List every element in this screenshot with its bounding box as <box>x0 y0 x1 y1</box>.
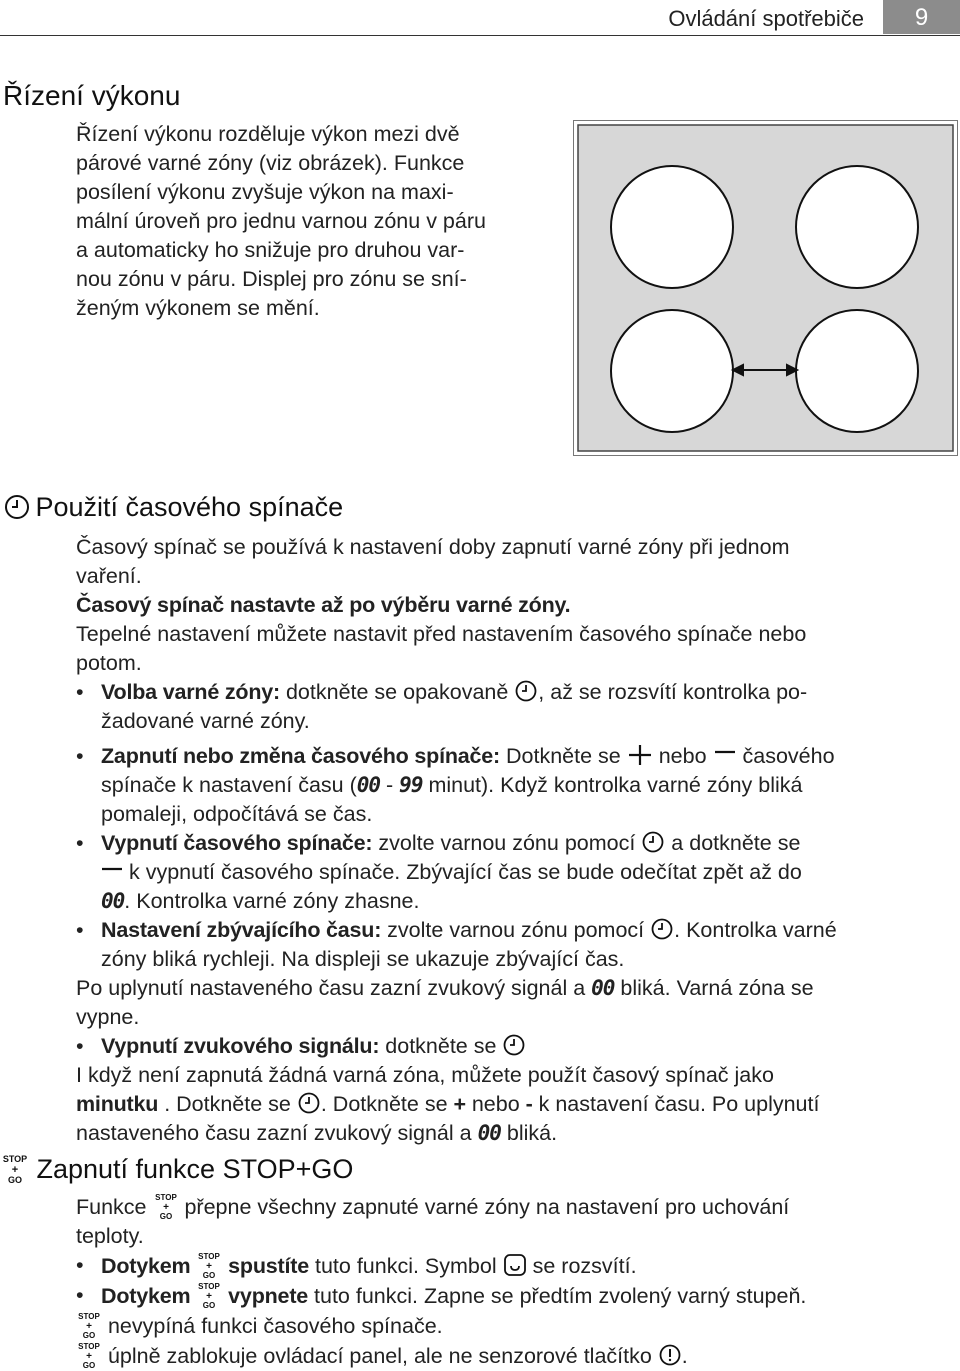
clock-icon <box>3 493 31 521</box>
zone-top-right <box>796 166 918 288</box>
zone-bottom-right <box>796 310 918 432</box>
text: nevypíná funkci časového spínače. <box>102 1314 443 1338</box>
bullet-label: spustíte <box>222 1254 310 1278</box>
header-title: Ovládání spotřebiče <box>668 6 864 31</box>
stop-go-icon <box>76 1311 102 1341</box>
bullet-label: vypnete <box>222 1284 309 1308</box>
clock-icon <box>502 1033 526 1057</box>
text: teploty. <box>76 1224 144 1248</box>
stop-go-icon <box>196 1251 222 1281</box>
text: spínače k nastavení času ( <box>101 773 357 797</box>
timer-intro-line: vaření. <box>76 564 142 588</box>
text: . Dotkněte se <box>320 1092 454 1116</box>
text-line: posílení výkonu zvyšuje výkon na maxi- <box>76 180 454 204</box>
clock-icon <box>650 917 674 941</box>
timer-end-text <box>76 974 960 1032</box>
stopgo-intro <box>76 1192 960 1251</box>
text-line: nou zónu v páru. Displej pro zónu se sní- <box>76 267 467 291</box>
text: Funkce <box>76 1195 147 1219</box>
icon-label: + <box>86 1351 92 1362</box>
stopgo-bullet-start <box>76 1251 960 1281</box>
text: nastaveného času zazní zvukový signál a <box>76 1121 472 1145</box>
text: . Kontrolka varné <box>674 918 837 942</box>
stopgo-bullet-stop <box>76 1281 960 1311</box>
text-line: mální úroveň pro jednu varnou zónu v páru <box>76 209 486 233</box>
timer-content <box>76 533 960 1148</box>
timer-bullet-remaining-time <box>76 916 960 974</box>
icon-label: GO <box>203 1301 216 1310</box>
stopgo-section-heading <box>0 1152 353 1186</box>
text: zvolte varnou zónu pomocí <box>381 918 645 942</box>
section-title-power: Řízení výkonu <box>3 80 181 111</box>
header-divider <box>0 35 960 36</box>
text: se rozsvítí. <box>526 1254 637 1278</box>
stop-go-icon <box>153 1192 179 1222</box>
display-00: 00 <box>101 889 125 913</box>
text: časového <box>742 744 835 768</box>
bullet-label: Nastavení zbývajícího času: <box>101 918 382 942</box>
icon-label: + <box>162 1202 169 1213</box>
text: I když není zapnutá žádná varná zóna, můžete použít časový spínač jako <box>76 1063 774 1087</box>
icon-label: GO <box>82 1361 96 1370</box>
stop-go-icon <box>76 1341 102 1371</box>
text: Dotkněte se <box>500 744 621 768</box>
display-00: 00 <box>477 1121 501 1145</box>
display-00: 00 <box>356 773 381 797</box>
icon-label: + <box>206 1261 213 1272</box>
power-button-icon <box>658 1343 682 1367</box>
icon-label: GO <box>82 1331 96 1340</box>
text: . Kontrolka varné zóny zhasne. <box>124 889 420 913</box>
text: pomaleji, odpočítává se čas. <box>101 802 373 826</box>
icon-label: GO <box>159 1212 172 1221</box>
timer-bullet-turn-off <box>76 829 960 916</box>
timer-note-line: Tepelné nastavení můžete nastavit před nastavením časového spínače nebo <box>76 622 807 646</box>
text: tuto funkci. Symbol <box>309 1254 497 1278</box>
text: dotkněte se opakovaně <box>280 680 509 704</box>
minute-minder-label: minutku <box>76 1092 159 1116</box>
timer-bold-note: Časový spínač nastavte až po výběru varné zóny. <box>76 593 571 617</box>
icon-label: STOP <box>198 1252 221 1261</box>
timer-bullet-sound-off <box>76 1032 960 1061</box>
text: žadované varné zóny. <box>101 709 310 733</box>
stopgo-content <box>76 1192 960 1371</box>
zone-bottom-left <box>611 310 733 432</box>
zone-top-left <box>611 166 733 288</box>
icon-label: GO <box>7 1175 23 1185</box>
icon-label: + <box>86 1321 92 1332</box>
icon-label: STOP <box>78 1312 100 1321</box>
text: k nastavení času. Po uplynutí <box>532 1092 820 1116</box>
bullet-label: Dotykem <box>101 1284 191 1308</box>
stopgo-note-timer <box>76 1311 960 1341</box>
text-line: párové varné zóny (viz obrázek). Funkce <box>76 151 465 175</box>
section-title-stopgo: Zapnutí funkce STOP+GO <box>36 1154 354 1184</box>
timer-note-line: potom. <box>76 651 142 675</box>
icon-label: + <box>206 1291 213 1302</box>
minus-symbol: - <box>525 1092 533 1116</box>
keep-warm-symbol-icon <box>503 1253 527 1277</box>
text-line: ženým výkonem se mění. <box>76 296 320 320</box>
clock-icon <box>297 1091 321 1115</box>
clock-icon <box>641 830 665 854</box>
page-number: 9 <box>883 0 960 34</box>
text: zvolte varnou zónu pomocí <box>372 831 636 855</box>
section-title-timer: Použití časového spínače <box>35 492 344 522</box>
display-99: 99 <box>399 773 423 797</box>
display-00: 00 <box>591 976 615 1000</box>
text: - <box>380 773 400 797</box>
icon-label: GO <box>203 1271 216 1280</box>
icon-label: + <box>11 1164 19 1176</box>
text: přepne všechny zapnuté varné zóny na nastavení pro uchování <box>178 1195 790 1219</box>
text: bliká. Varná zóna se <box>614 976 814 1000</box>
text-line: a automaticky ho snižuje pro druhou var- <box>76 238 465 262</box>
timer-intro-line: Časový spínač se používá k nastavení doby zapnutí varné zóny při jednom <box>76 535 790 559</box>
text: k vypnutí časového spínače. Zbývající čas se bude odečítat zpět až do <box>123 860 802 884</box>
text: vypne. <box>76 1005 140 1029</box>
icon-label: STOP <box>78 1342 100 1351</box>
text: Po uplynutí nastaveného času zazní zvukový signál a <box>76 976 586 1000</box>
timer-bullet-set-timer <box>76 742 960 829</box>
text: bliká. <box>500 1121 558 1145</box>
plus-icon <box>627 743 653 767</box>
text: minut). Když kontrolka varné zóny bliká <box>422 773 803 797</box>
text: nebo <box>658 744 707 768</box>
icon-label: STOP <box>2 1154 28 1164</box>
text: zóny bliká rychleji. Na displeji se ukazuje zbývající čas. <box>101 947 625 971</box>
text: a dotkněte se <box>665 831 801 855</box>
text: . <box>681 1344 688 1368</box>
timer-bullet-select-zone <box>76 678 960 736</box>
text: tuto funkci. Zapne se předtím zvolený varný stupeň. <box>308 1284 807 1308</box>
stop-go-icon <box>0 1152 30 1186</box>
text: nebo <box>465 1092 526 1116</box>
text: úplně zablokuje ovládací panel, ale ne senzorové tlačítko <box>102 1344 652 1368</box>
bullet-label: Vypnutí zvukového signálu: <box>101 1034 380 1058</box>
minus-icon <box>713 743 737 767</box>
text: . Dotkněte se <box>158 1092 291 1116</box>
text-line: Řízení výkonu rozděluje výkon mezi dvě <box>76 122 460 146</box>
power-description <box>76 120 566 323</box>
timer-section-heading <box>3 492 343 523</box>
bullet-label: Dotykem <box>101 1254 191 1278</box>
bullet-label: Zapnutí nebo změna časového spínače: <box>101 744 501 768</box>
icon-label: STOP <box>154 1193 177 1202</box>
timer-minute-minder <box>76 1061 960 1148</box>
icon-label: STOP <box>198 1282 221 1291</box>
bullet-label: Vypnutí časového spínače: <box>101 831 373 855</box>
text: dotkněte se <box>379 1034 497 1058</box>
plus-symbol: + <box>453 1092 466 1116</box>
clock-icon <box>514 679 538 703</box>
minus-icon <box>101 861 123 883</box>
stop-go-icon <box>196 1281 222 1311</box>
stopgo-note-lock <box>76 1341 960 1371</box>
text: , až se rozsvítí kontrolka po- <box>538 680 808 704</box>
bullet-label: Volba varné zóny: <box>101 680 280 704</box>
hob-figure <box>573 120 958 456</box>
